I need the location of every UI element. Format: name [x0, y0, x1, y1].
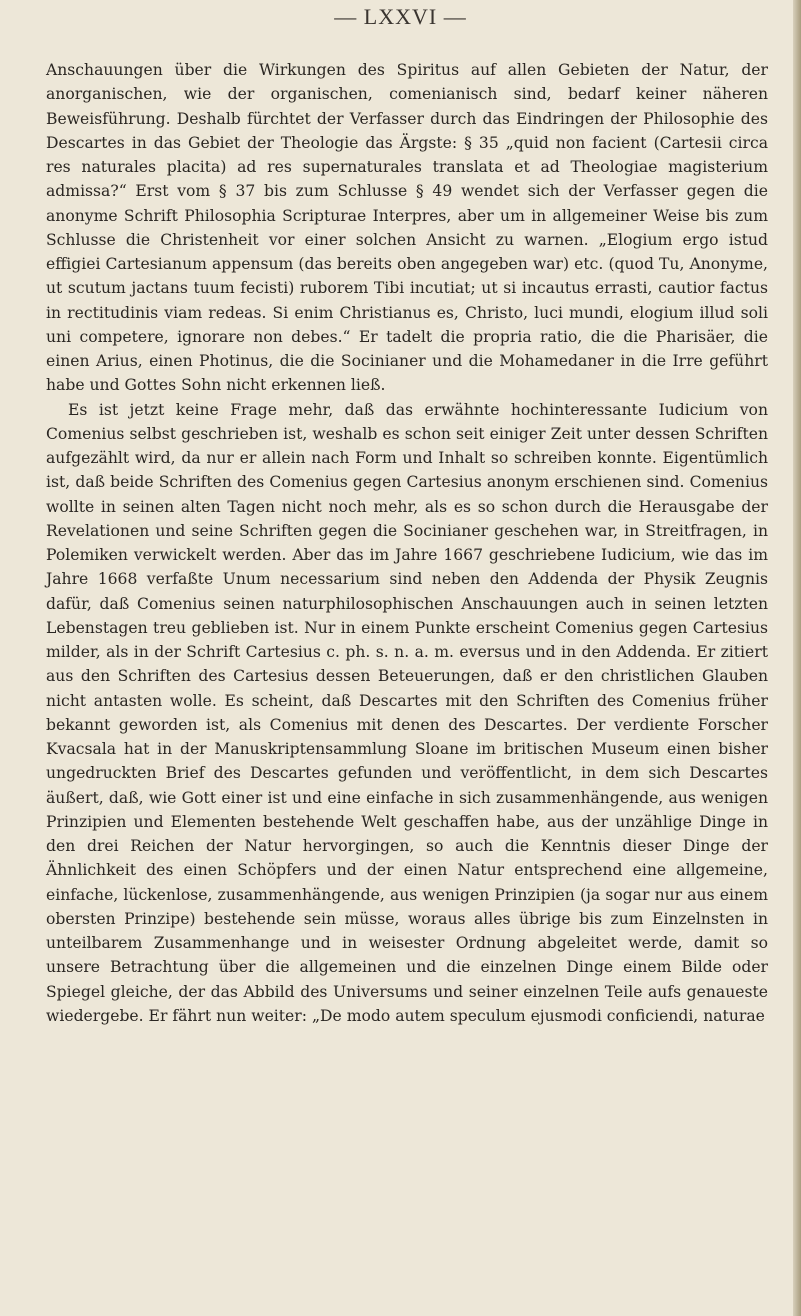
paragraph: Es ist jetzt keine Frage mehr, daß das erwähnte hochinteressante Iudicium von Comenius selbst geschrieben ist, weshalb es schon seit einiger Zeit unter dessen Schriften aufgezählt wird, da nur er allein nach Form und Inhalt so schreiben konnte. Eigentümlich ist, daß beide Schriften des Comenius gegen Cartesius anonym erschienen sind. Comenius wollte in seinen alten Tagen nicht noch mehr, als es so schon durch die Herausgabe der Revelationen und seine Schriften gegen die Socinianer geschehen war, in Streitfragen, in Polemiken verwickelt werden. Aber das im Jahre 1667 geschriebene Iudicium, wie das im Jahre 1668 verfaßte Unum necessarium sind neben den Addenda der Physik Zeugnis dafür, daß Comenius seinen naturphilosophischen Anschauungen auch in seinen letzten Lebenstagen treu geblieben ist. Nur in einem Punkte erscheint Comenius gegen Cartesius milder, als in der Schrift Cartesius c. ph. s. n. a. m. eversus und in den Addenda. Er zitiert aus den Schriften des Cartesius dessen Beteuerungen, daß er den christlichen Glauben nicht antasten wolle. Es scheint, daß Descartes mit den Schriften des Comenius früher bekannt geworden ist, als Comenius mit denen des Descartes. Der verdiente Forscher Kvacsala hat in der Manuskriptensammlung Sloane im britischen Museum einen bisher ungedruckten Brief des Descartes gefunden und veröffentlicht, in dem sich Descartes äußert, daß, wie Gott einer ist und eine einfache in sich zusammenhängende, aus wenigen Prinzipien und Elementen bestehende Welt geschaffen habe, aus der unzählige Dinge in den drei Reichen der Natur hervorgingen, so auch die Kenntnis dieser Dinge der Ähnlichkeit des einen Schöpfers und der einen Natur entsprechend eine allgemeine, einfache, lückenlose, zusammenhängende, aus wenigen Prinzipien (ja sogar nur aus einem obersten Prinzipe) bestehende sein müsse, woraus alles übrige bis zum Einzelnsten in unteilbarem Zusammenhange und in weisester Ordnung abgeleitet werde, damit so unsere Betrachtung über die allgemeinen und die einzelnen Dinge einem Bilde oder Spiegel gleiche, der das Abbild des Universums und seiner einzelnen Teile aufs genaueste wiedergebe. Er fährt nun weiter: „De modo autem speculum ejusmodi conficiendi, naturae — [46, 400, 768, 1025]
body-text — [46, 58, 768, 1028]
page-edge — [793, 0, 801, 1316]
running-head-page-number: — LXXVI — — [334, 4, 467, 29]
paragraph: Anschauungen über die Wirkungen des Spiritus auf allen Gebieten der Natur, der anorganischen, wie der organischen, comenianisch sind, bedarf keiner näheren Beweisführung. Deshalb fürchtet der Verfasser durch das Eindringen der Philosophie des Descartes in das Gebiet der Theologie das Ärgste: § 35 „quid non facient (Cartesii circa res naturales placita) ad res supernaturales translata et ad Theologiae magisterium admissa?“ Erst vom § 37 bis zum Schlusse § 49 wendet sich der Verfasser gegen die anonyme Schrift Philosophia Scripturae Interpres, aber um in allgemeiner Weise bis zum Schlusse die Christenheit vor einer solchen Ansicht zu warnen. „Elogium ergo istud effigiei Cartesianum appensum (das bereits oben angegeben war) etc. (quod Tu, Anonyme, ut scutum jactans tuum fecisti) ruborem Tibi incutiat; ut si incautus errasti, cautior factus in rectitudinis viam redeas. Si enim Christianus es, Christo, luci mundi, elogium illud soli uni competere, ignorare non debes.“ Er tadelt die propria ratio, die die Pharisäer, die einen Arius, einen Photinus, die die Socinianer und die Mohamedaner in die Irre geführt habe und Gottes Sohn nicht erkennen ließ. — [46, 61, 768, 395]
